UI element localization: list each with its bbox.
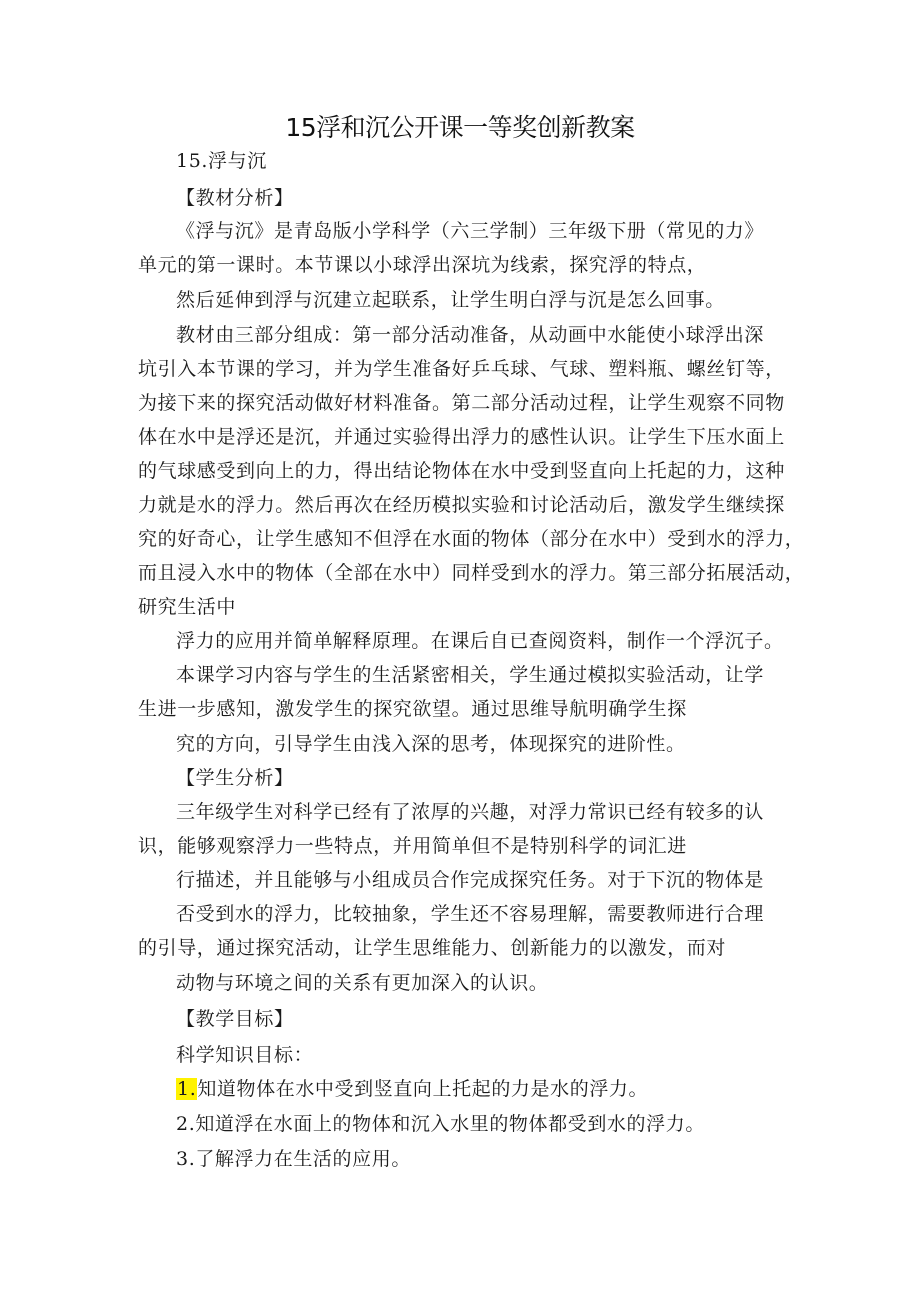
lesson-heading: 15.浮与沉 bbox=[176, 150, 267, 172]
paragraph-line: 识，能够观察浮力一些特点，并用简单但不是特别科学的词汇进 bbox=[138, 835, 687, 857]
paragraph-line: 否受到水的浮力，比较抽象，学生还不容易理解，需要教师进行合理 bbox=[176, 903, 765, 925]
paragraph-line: 然后延伸到浮与沉建立起联系，让学生明白浮与沉是怎么回事。 bbox=[176, 289, 725, 311]
goal-item-1 bbox=[176, 1076, 648, 1102]
paragraph-line: 三年级学生对科学已经有了浓厚的兴趣，对浮力常识已经有较多的认 bbox=[176, 801, 765, 823]
goal-item-2: 2.知道浮在水面上的物体和沉入水里的物体都受到水的浮力。 bbox=[176, 1113, 705, 1135]
paragraph-line: 体在水中是浮还是沉，并通过实验得出浮力的感性认识。让学生下压水面上 bbox=[138, 426, 785, 448]
paragraph-line: 究的好奇心，让学生感知不但浮在水面的物体（部分在水中）受到水的浮力， bbox=[138, 528, 805, 550]
paragraph-line: 力就是水的浮力。然后再次在经历模拟实验和讨论活动后，激发学生继续探 bbox=[138, 494, 785, 516]
section-heading-teaching-goals: 【教学目标】 bbox=[176, 1008, 294, 1030]
goal-item-text: 知道物体在水中受到竖直向上托起的力是水的浮力。 bbox=[197, 1078, 649, 1100]
subheading-knowledge-goals: 科学知识目标： bbox=[176, 1044, 314, 1066]
paragraph-line: 浮力的应用并简单解释原理。在课后自已查阅资料，制作一个浮沉子。 bbox=[176, 630, 784, 652]
paragraph-line: 《浮与沉》是青岛版小学科学（六三学制）三年级下册（常见的力》 bbox=[176, 220, 765, 242]
paragraph-line: 单元的第一课时。本节课以小球浮出深坑为线索，探究浮的特点， bbox=[138, 254, 707, 276]
highlight-marker: 1. bbox=[177, 1078, 197, 1100]
paragraph-line: 究的方向，引导学生由浅入深的思考，体现探究的进阶性。 bbox=[176, 733, 686, 755]
paragraph-line: 的引导，通过探究活动，让学生思维能力、创新能力的以激发，而对 bbox=[138, 937, 727, 959]
section-heading-student-analysis: 【学生分析】 bbox=[176, 767, 294, 789]
paragraph-line: 而且浸入水中的物体（全部在水中）同样受到水的浮力。第三部分拓展活动， bbox=[138, 562, 805, 584]
paragraph-line: 坑引入本节课的学习，并为学生准备好乒乓球、气球、塑料瓶、螺丝钉等， bbox=[138, 358, 785, 380]
paragraph-line: 研究生活中 bbox=[138, 596, 237, 618]
paragraph-line: 教材由三部分组成：第一部分活动准备，从动画中水能使小球浮出深 bbox=[176, 324, 765, 346]
paragraph-line: 动物与环境之间的关系有更加深入的认识。 bbox=[176, 972, 549, 994]
paragraph-line: 的气球感受到向上的力，得出结论物体在水中受到竖直向上托起的力，这种 bbox=[138, 460, 785, 482]
document-title: 15浮和沉公开课一等奖创新教案 bbox=[285, 113, 635, 142]
goal-item-3: 3.了解浮力在生活的应用。 bbox=[176, 1148, 411, 1170]
paragraph-line: 为接下来的探究活动做好材料准备。第二部分活动过程，让学生观察不同物 bbox=[138, 392, 785, 414]
paragraph-line: 本课学习内容与学生的生活紧密相关，学生通过模拟实验活动，让学 bbox=[176, 664, 765, 686]
paragraph-line: 行描述，并且能够与小组成员合作完成探究任务。对于下沉的物体是 bbox=[176, 869, 765, 891]
paragraph-line: 生进一步感知，激发学生的探究欲望。通过思维导航明确学生探 bbox=[138, 698, 687, 720]
section-heading-textbook-analysis: 【教材分析】 bbox=[176, 187, 294, 209]
